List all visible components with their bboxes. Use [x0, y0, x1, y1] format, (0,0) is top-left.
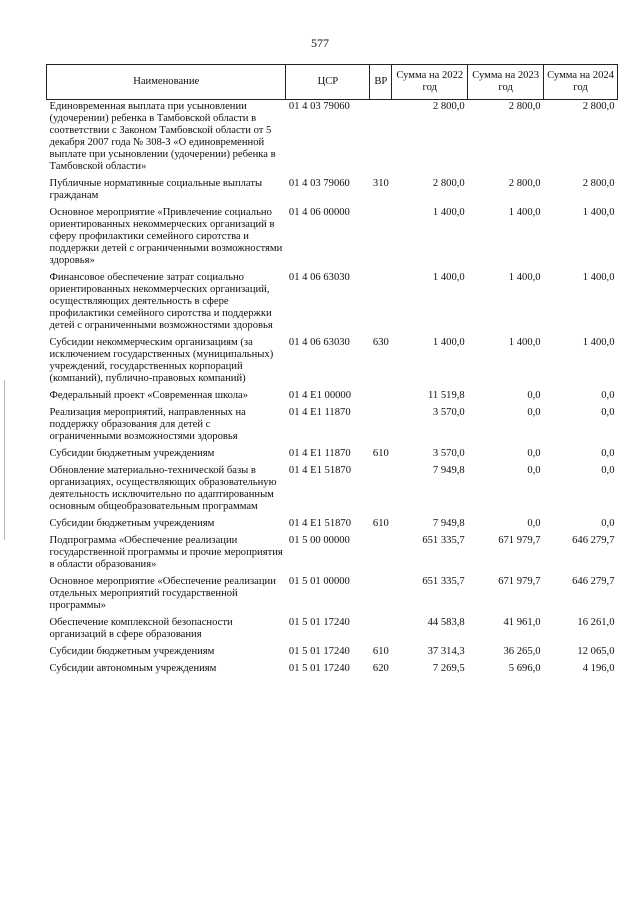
- row-vr-cell: [370, 206, 392, 271]
- row-sum-2022-cell: 2 800,0: [432, 178, 465, 189]
- row-csr-cell: 01 4 06 63030: [288, 272, 350, 283]
- row-vr-cell: 610: [372, 646, 389, 657]
- row-sum-2022-cell: 11 519,8: [428, 390, 465, 401]
- row-sum-2023-cell: 1 400,0: [508, 337, 541, 348]
- row-name-cell: Обеспечение комплексной безопасности организаций в сфере образования: [49, 617, 233, 640]
- row-sum-2022-cell: 1 400,0: [432, 337, 465, 348]
- row-name-cell: Обновление материально-технической базы в организациях, осуществляющих образовательную деятельность исключительно по адаптированным основным общеобразовательным программам: [49, 465, 277, 512]
- table-row: [47, 389, 618, 406]
- row-name-cell: Субсидии бюджетным учреждениям: [49, 448, 215, 459]
- row-sum-2022-cell: 3 570,0: [432, 407, 465, 418]
- row-sum-2022-cell: 2 800,0: [432, 101, 465, 112]
- row-sum-2022-cell: 7 269,5: [432, 663, 465, 674]
- row-sum-2022-cell: 37 314,3: [427, 646, 465, 657]
- row-sum-2022-cell: 1 400,0: [432, 207, 465, 218]
- row-vr-cell: 610: [372, 448, 389, 459]
- row-sum-2024-cell: 16 261,0: [577, 617, 615, 628]
- row-name-cell: Основное мероприятие «Обеспечение реализации отдельных мероприятий государственной программы»: [49, 576, 276, 611]
- row-vr-cell: 310: [372, 178, 389, 189]
- row-csr-cell: 01 4 E1 11870: [288, 407, 351, 418]
- row-sum-2024-cell: 0,0: [601, 407, 615, 418]
- row-vr-cell: [370, 100, 392, 178]
- row-sum-2023-cell: 0,0: [527, 518, 541, 529]
- row-sum-2024-cell: 646 279,7: [572, 535, 615, 546]
- row-sum-2023-cell: 671 979,7: [498, 576, 541, 587]
- row-sum-2024-cell: 646 279,7: [572, 576, 615, 587]
- table-row: [47, 534, 618, 575]
- row-sum-2022-cell: 7 949,8: [432, 518, 465, 529]
- row-sum-2023-cell: 0,0: [527, 390, 541, 401]
- table-row: [47, 517, 618, 534]
- row-name-cell: Публичные нормативные социальные выплаты гражданам: [49, 178, 263, 201]
- row-csr-cell: 01 5 00 00000: [288, 535, 350, 546]
- row-csr-cell: 01 5 01 17240: [288, 617, 350, 628]
- row-csr-cell: 01 4 E1 51870: [288, 465, 352, 476]
- header-sum-2022: Сумма на 2022 год: [392, 65, 468, 100]
- row-name-cell: Субсидии бюджетным учреждениям: [49, 518, 215, 529]
- row-csr-cell: 01 4 E1 00000: [288, 390, 352, 401]
- header-sum-2023: Сумма на 2023 год: [468, 65, 544, 100]
- row-sum-2024-cell: 0,0: [601, 448, 615, 459]
- row-sum-2023-cell: 0,0: [527, 448, 541, 459]
- row-sum-2023-cell: 2 800,0: [508, 101, 541, 112]
- table-body: [47, 100, 618, 680]
- row-name-cell: Подпрограмма «Обеспечение реализации государственной программы и прочие мероприятия в области образования»: [49, 535, 283, 570]
- row-sum-2022-cell: 1 400,0: [432, 272, 465, 283]
- row-name-cell: Субсидии автономным учреждениям: [49, 663, 217, 674]
- row-name-cell: Единовременная выплата при усыновлении (удочерении) ребенка в Тамбовской области в соответствии с Законом Тамбовской области от 5 декабря 2007 года № 308-З «О единовременной выплате при усыновлении (удочерении) ребенка в Тамбовской области»: [49, 101, 276, 172]
- row-sum-2023-cell: 671 979,7: [498, 535, 541, 546]
- header-csr: ЦСР: [286, 65, 370, 100]
- table-row: [47, 100, 618, 178]
- row-sum-2023-cell: 41 961,0: [503, 617, 541, 628]
- table-row: [47, 336, 618, 389]
- row-csr-cell: 01 5 01 00000: [288, 576, 350, 587]
- row-csr-cell: 01 5 01 17240: [288, 646, 350, 657]
- row-sum-2023-cell: 1 400,0: [508, 272, 541, 283]
- row-csr-cell: 01 4 E1 51870: [288, 518, 352, 529]
- row-sum-2022-cell: 651 335,7: [422, 535, 465, 546]
- row-sum-2022-cell: 44 583,8: [427, 617, 465, 628]
- row-name-cell: Реализация мероприятий, направленных на поддержку образования для детей с ограниченными возможностями здоровья: [49, 407, 246, 442]
- table-row: [47, 616, 618, 645]
- row-csr-cell: 01 4 06 63030: [288, 337, 350, 348]
- row-sum-2024-cell: 2 800,0: [582, 101, 615, 112]
- table-row: [47, 206, 618, 271]
- table-row: [47, 645, 618, 662]
- row-csr-cell: 01 5 01 17240: [288, 663, 350, 674]
- row-vr-cell: [370, 534, 392, 575]
- table-row: [47, 447, 618, 464]
- row-sum-2022-cell: 651 335,7: [422, 576, 465, 587]
- header-vr: ВР: [370, 65, 392, 100]
- row-vr-cell: 630: [372, 337, 389, 348]
- table-row: [47, 662, 618, 679]
- row-sum-2024-cell: 0,0: [601, 390, 615, 401]
- row-name-cell: Федеральный проект «Современная школа»: [49, 390, 249, 401]
- row-sum-2023-cell: 0,0: [527, 465, 541, 476]
- row-csr-cell: 01 4 E1 11870: [288, 448, 351, 459]
- row-sum-2022-cell: 3 570,0: [432, 448, 465, 459]
- row-csr-cell: 01 4 03 79060: [288, 178, 350, 189]
- table-row: [47, 177, 618, 206]
- row-vr-cell: [370, 464, 392, 517]
- row-csr-cell: 01 4 03 79060: [288, 101, 350, 112]
- budget-table: [46, 64, 618, 679]
- header-name: Наименование: [47, 65, 286, 100]
- table-row: [47, 464, 618, 517]
- scan-edge-line: [4, 380, 5, 540]
- row-sum-2024-cell: 1 400,0: [582, 337, 615, 348]
- row-vr-cell: [370, 616, 392, 645]
- header-sum-2024: Сумма на 2024 год: [544, 65, 618, 100]
- row-vr-cell: [370, 575, 392, 616]
- row-vr-cell: [370, 271, 392, 336]
- page-number: 577: [311, 36, 329, 50]
- row-sum-2023-cell: 2 800,0: [508, 178, 541, 189]
- row-name-cell: Финансовое обеспечение затрат социально ориентированных некоммерческих организаций, осуществляющих деятельность в сфере профилактики семейного сиротства и поддержки детей с ограниченными возможностями здоровья: [49, 272, 273, 331]
- row-vr-cell: [370, 406, 392, 447]
- row-sum-2024-cell: 12 065,0: [577, 646, 615, 657]
- table-row: [47, 406, 618, 447]
- row-sum-2023-cell: 1 400,0: [508, 207, 541, 218]
- row-sum-2023-cell: 36 265,0: [503, 646, 541, 657]
- row-sum-2022-cell: 7 949,8: [432, 465, 465, 476]
- table-row: [47, 575, 618, 616]
- row-sum-2024-cell: 4 196,0: [582, 663, 615, 674]
- row-name-cell: Субсидии бюджетным учреждениям: [49, 646, 215, 657]
- row-sum-2024-cell: 1 400,0: [582, 272, 615, 283]
- row-vr-cell: [370, 389, 392, 406]
- row-sum-2024-cell: 0,0: [601, 465, 615, 476]
- row-sum-2024-cell: 2 800,0: [582, 178, 615, 189]
- row-name-cell: Субсидии некоммерческим организациям (за исключением государственных (муниципальных) учреждений, государственных корпораций (компаний), публично-правовых компаний): [49, 337, 274, 384]
- row-vr-cell: 620: [372, 663, 389, 674]
- row-vr-cell: 610: [372, 518, 389, 529]
- row-sum-2023-cell: 5 696,0: [508, 663, 541, 674]
- row-csr-cell: 01 4 06 00000: [288, 207, 350, 218]
- row-sum-2024-cell: 0,0: [601, 518, 615, 529]
- row-sum-2023-cell: 0,0: [527, 407, 541, 418]
- row-sum-2024-cell: 1 400,0: [582, 207, 615, 218]
- row-name-cell: Основное мероприятие «Привлечение социально ориентированных некоммерческих организаций в сферу профилактики семейного сиротства и поддержки детей с ограниченными возможностями здоровья»: [49, 207, 283, 266]
- table-header-row: [47, 65, 618, 100]
- table-row: [47, 271, 618, 336]
